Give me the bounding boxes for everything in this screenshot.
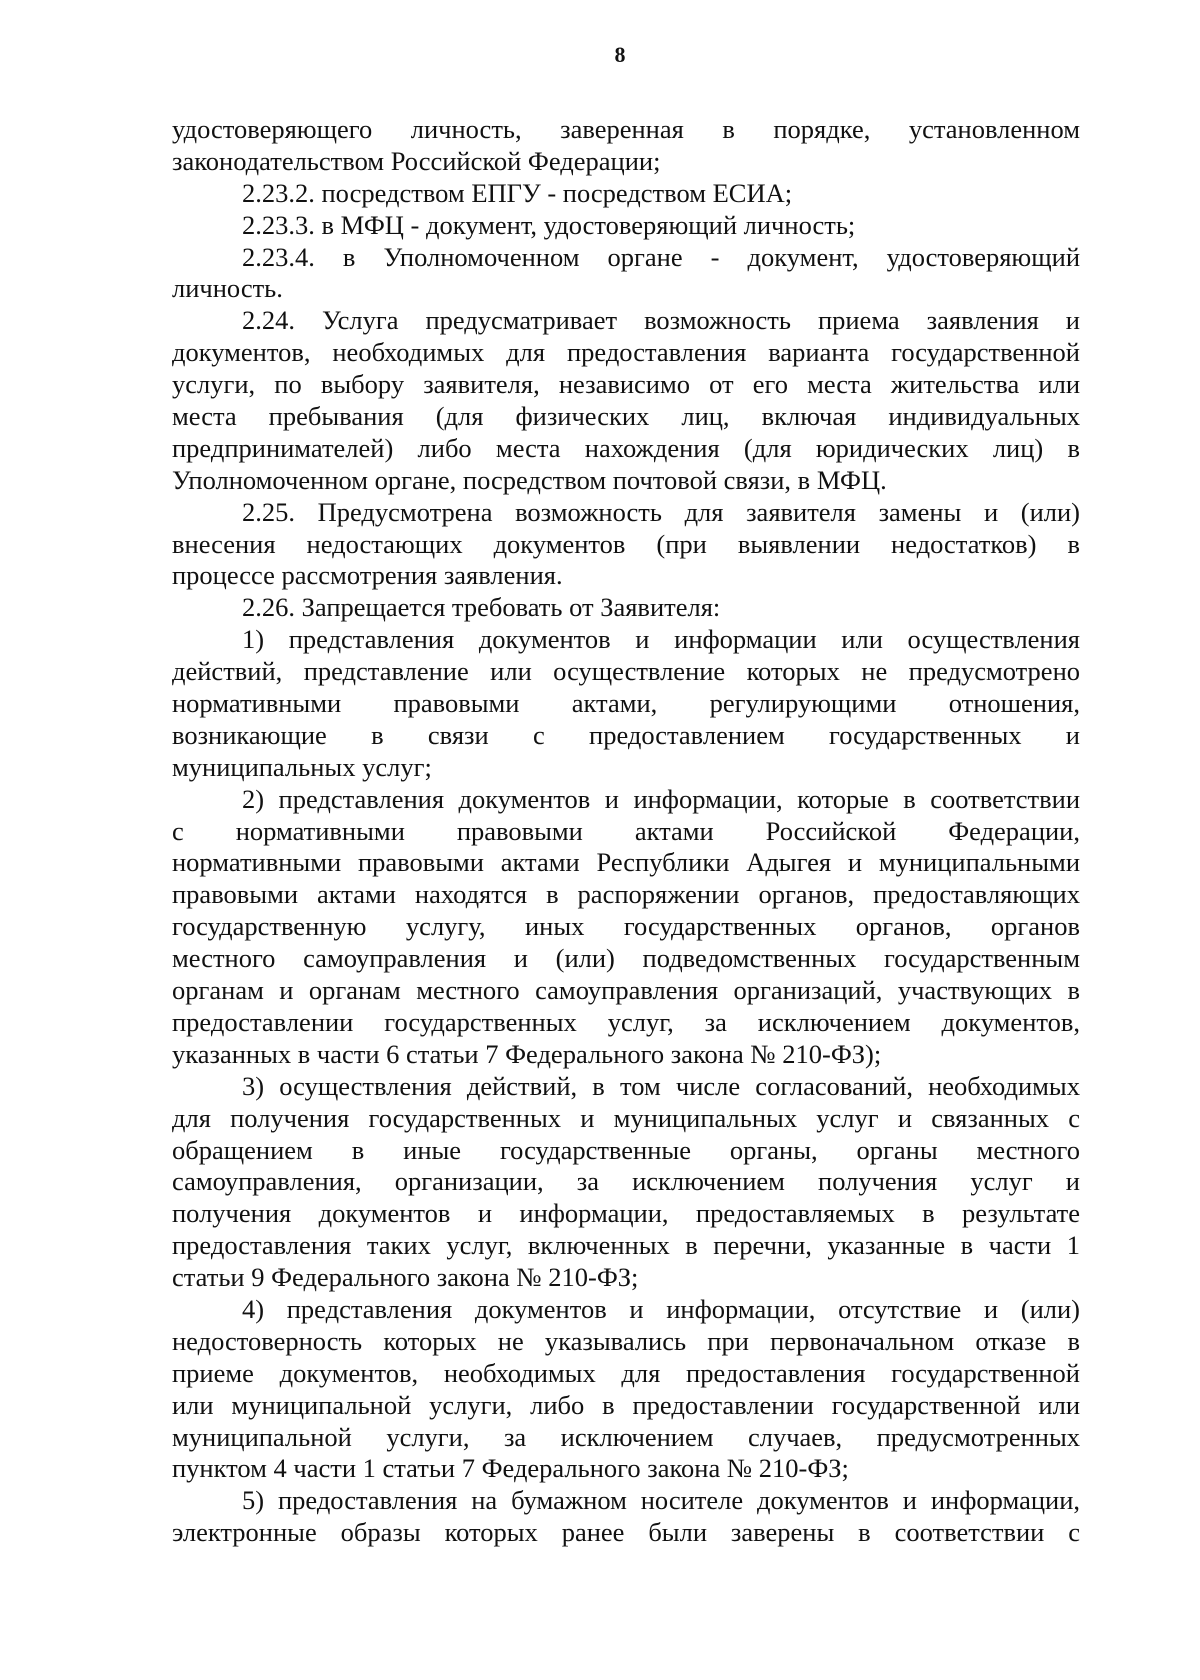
text-line: электронные образы которых ранее были заверены в соответствии с (172, 1517, 1080, 1548)
text-line: 5) предоставления на бумажном носителе документов и информации, (242, 1485, 1080, 1516)
text-line: предоставлении государственных услуг, за исключением документов, (172, 1006, 1080, 1037)
text-line: нормативными правовыми актами Республики Адыгея и муниципальными (172, 847, 1080, 878)
text-line: предоставления таких услуг, включенных в перечни, указанные в части 1 (172, 1230, 1080, 1261)
text-line: 2.24. Услуга предусматривает возможность приема заявления и (242, 305, 1080, 336)
text-line: 2.23.3. в МФЦ - документ, удостоверяющий личность; (242, 209, 856, 240)
text-line: муниципальной услуги, за исключением случаев, предусмотренных (172, 1421, 1080, 1452)
text-line: процессе рассмотрения заявления. (172, 560, 563, 591)
text-line: для получения государственных и муниципальных услуг и связанных с (172, 1102, 1080, 1133)
page-number: 8 (614, 42, 626, 67)
text-line: пунктом 4 части 1 статьи 7 Федерального закона № 210-ФЗ; (172, 1453, 849, 1484)
document-body (172, 114, 1080, 1549)
text-line: правовыми актами находятся в распоряжении органов, предоставляющих (172, 879, 1080, 910)
text-line: документов, необходимых для предоставления варианта государственной (172, 337, 1080, 368)
text-line: 2.26. Запрещается требовать от Заявителя: (242, 592, 721, 623)
text-line: нормативными правовыми актами, регулирующими отношения, (172, 688, 1080, 719)
text-line: 2.23.4. в Уполномоченном органе - документ, удостоверяющий (242, 241, 1080, 272)
text-line: 4) представления документов и информации, отсутствие и (или) (242, 1293, 1080, 1324)
text-line: или муниципальной услуги, либо в предоставлении государственной или (172, 1389, 1080, 1420)
text-line: органам и органам местного самоуправления организаций, участвующих в (172, 975, 1080, 1006)
text-line: самоуправления, организации, за исключением получения услуг и (172, 1166, 1080, 1197)
text-line: внесения недостающих документов (при выявлении недостатков) в (172, 528, 1080, 559)
text-line: 3) осуществления действий, в том числе согласований, необходимых (242, 1070, 1080, 1101)
text-line: предпринимателей) либо места нахождения (для юридических лиц) в (172, 432, 1080, 463)
text-line: удостоверяющего личность, заверенная в порядке, установленном (172, 114, 1080, 144)
text-line: недостоверность которых не указывались при первоначальном отказе в (172, 1325, 1080, 1356)
text-line: муниципальных услуг; (172, 751, 432, 782)
text-line: личность. (172, 273, 283, 304)
text-line: местного самоуправления и (или) подведомственных государственным (172, 943, 1080, 974)
text-line: получения документов и информации, предоставляемых в результате (172, 1198, 1080, 1229)
text-line: 2) представления документов и информации, которые в соответствии (242, 783, 1080, 814)
text-line: государственную услугу, иных государственных органов, органов (172, 911, 1080, 942)
text-line: 1) представления документов и информации или осуществления (242, 624, 1080, 655)
text-line: статьи 9 Федерального закона № 210-ФЗ; (172, 1262, 639, 1293)
text-line: возникающие в связи с предоставлением государственных и (172, 719, 1080, 750)
text-line: обращением в иные государственные органы, органы местного (172, 1134, 1080, 1165)
text-line: 2.23.2. посредством ЕПГУ - посредством ЕСИА; (242, 177, 793, 208)
text-line: указанных в части 6 статьи 7 Федерального закона № 210-ФЗ); (172, 1038, 882, 1069)
text-line: действий, представление или осуществление которых не предусмотрено (172, 656, 1080, 687)
text-line: законодательством Российской Федерации; (172, 145, 661, 176)
text-line: услуги, по выбору заявителя, независимо от его места жительства или (172, 369, 1080, 400)
text-line: места пребывания (для физических лиц, включая индивидуальных (172, 401, 1080, 432)
text-line: с нормативными правовыми актами Российской Федерации, (172, 815, 1080, 846)
text-line: 2.25. Предусмотрена возможность для заявителя замены и (или) (242, 496, 1080, 527)
text-line: приеме документов, необходимых для предоставления государственной (172, 1357, 1080, 1388)
text-line: Уполномоченном органе, посредством почтовой связи, в МФЦ. (172, 464, 887, 495)
